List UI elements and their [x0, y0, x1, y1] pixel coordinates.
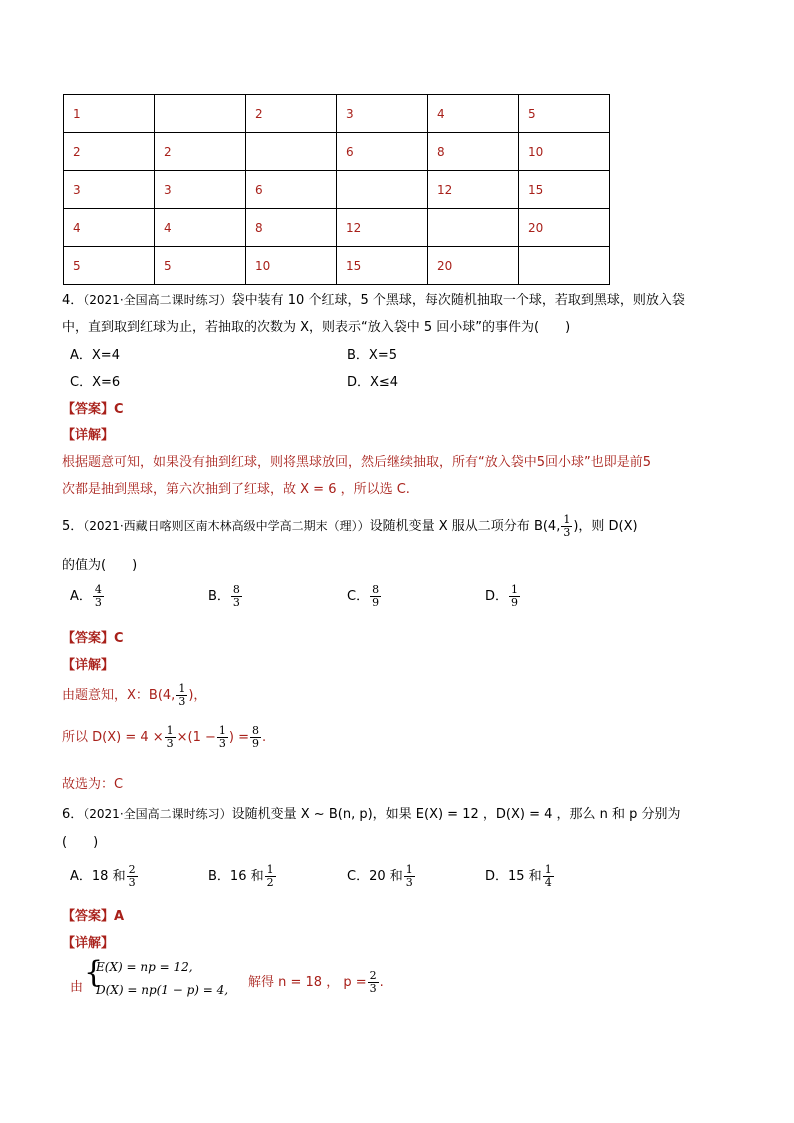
table-cell: 8 [246, 209, 337, 247]
table-cell: 4 [155, 209, 246, 247]
q6-detail-result: 解得 n = 18 ， p = $\frac{2}{3}$ . [248, 969, 384, 995]
table-cell: 12 [337, 209, 428, 247]
table-cell: 1 [64, 95, 155, 133]
q5-answer: 【答案】C [62, 631, 124, 646]
table-row [64, 95, 610, 133]
q4-detail-label: 【详解】 [62, 428, 115, 443]
table-cell [337, 171, 428, 209]
q6-detail-prefix: 由 [70, 980, 84, 995]
table-cell: 3 [64, 171, 155, 209]
table-cell: 6 [246, 171, 337, 209]
q4-source: （2021·全国高二课时练习） [83, 293, 232, 307]
table-cell: 15 [519, 171, 610, 209]
q4-detail-line1: 根据题意可知，如果没有抽到红球，则将黑球放回，然后继续抽取，所有“放入袋中5回小球”也即是前5 [62, 455, 652, 470]
q6-option-a: A．18 和 $\frac{2}{3}$ [70, 863, 136, 889]
table-cell: 5 [155, 247, 246, 285]
q4-stem-line2: 中，直到取到红球为止，若抽取的次数为 X，则表示“放入袋中 5 回小球”的事件为( ) [62, 320, 571, 335]
q5-detail-line2: 所以 D(X) = 4 × $\frac{1}{3}$ ×(1 − $\frac{1}{3}$ ) = $\frac{8}{9}$ . [62, 724, 267, 750]
q6-number: 6． [62, 807, 84, 822]
q5-detail-line3: 故选为：C [62, 777, 124, 792]
q4-option-c: C．X=6 [70, 375, 121, 390]
table-cell [155, 95, 246, 133]
q5-option-a: A． $\frac{4}{3}$ [70, 583, 102, 609]
q4-text1: 袋中装有 10 个红球，5 个黑球，每次随机抽取一个球，若取到黑球，则放入袋 [231, 293, 685, 308]
q5-source: （2021·西藏日喀则区南木林高级中学高二期末（理）） [83, 519, 370, 533]
table-cell: 3 [155, 171, 246, 209]
table-row [64, 247, 610, 285]
q4-detail-line2: 次都是抽到黑球，第六次抽到了红球，故 X = 6 ，所以选 C. [62, 482, 410, 497]
q4-number: 4． [62, 293, 84, 308]
table-cell: 5 [64, 247, 155, 285]
table-cell [519, 247, 610, 285]
table-cell [428, 209, 519, 247]
q5-option-b: B． $\frac{8}{3}$ [208, 583, 240, 609]
table-row [64, 209, 610, 247]
q5-stem: 设随机变量 X 服从二项分布 B(4, [369, 519, 561, 534]
q6-stem: 设随机变量 X ~ B(n, p)，如果 E(X) = 12 ，D(X) = 4 ，那么 n 和 p 分别为 [231, 807, 681, 822]
table-cell: 5 [519, 95, 610, 133]
table-cell: 15 [337, 247, 428, 285]
q5-number: 5． [62, 519, 84, 534]
q6-option-d: D．15 和 $\frac{1}{4}$ [485, 863, 552, 889]
table-cell [246, 133, 337, 171]
table-cell: 2 [155, 133, 246, 171]
q5-option-d: D． $\frac{1}{9}$ [485, 583, 519, 609]
q6-equation-2: D(X) = np(1 − p) = 4, [96, 983, 229, 997]
table-cell: 4 [64, 209, 155, 247]
q5-option-c: C． $\frac{8}{9}$ [347, 583, 380, 609]
table-cell: 20 [428, 247, 519, 285]
table-cell: 4 [428, 95, 519, 133]
q4-option-a: A．X=4 [70, 348, 120, 363]
q5-stem-fraction: $\frac{1}{3}$ [563, 513, 571, 539]
table-cell: 3 [337, 95, 428, 133]
table-cell: 10 [246, 247, 337, 285]
q5-detail-label: 【详解】 [62, 658, 115, 673]
q5-detail-line1: 由题意知，X：B(4, $\frac{1}{3}$ )， [62, 682, 207, 708]
q4-answer: 【答案】C [62, 402, 124, 417]
multiplication-table [63, 94, 610, 285]
q6-stem-line1 [62, 803, 681, 822]
q6-equation-1: E(X) = np = 12, [96, 960, 193, 974]
table-cell: 12 [428, 171, 519, 209]
table-cell: 2 [246, 95, 337, 133]
q4-stem-line1 [62, 289, 685, 308]
table-cell: 8 [428, 133, 519, 171]
q6-system-brace: { [84, 955, 104, 990]
q6-answer: 【答案】A [62, 909, 125, 924]
table-cell: 20 [519, 209, 610, 247]
q5-stem-end: )，则 D(X) [573, 519, 638, 534]
q4-option-d: D．X≤4 [347, 375, 399, 390]
q6-option-b: B．16 和 $\frac{1}{2}$ [208, 863, 274, 889]
q6-stem-line2: ( ) [62, 835, 99, 850]
table-row [64, 133, 610, 171]
table-cell: 2 [64, 133, 155, 171]
q5-stem-line2: 的值为( ) [62, 558, 138, 573]
q4-option-b: B．X=5 [347, 348, 397, 363]
table-cell: 6 [337, 133, 428, 171]
q6-option-c: C．20 和 $\frac{1}{3}$ [347, 863, 413, 889]
table-cell: 10 [519, 133, 610, 171]
table-row [64, 171, 610, 209]
q6-source: （2021·全国高二课时练习） [83, 807, 232, 821]
q6-detail-label: 【详解】 [62, 936, 115, 951]
q5-stem-line1 [62, 514, 638, 539]
